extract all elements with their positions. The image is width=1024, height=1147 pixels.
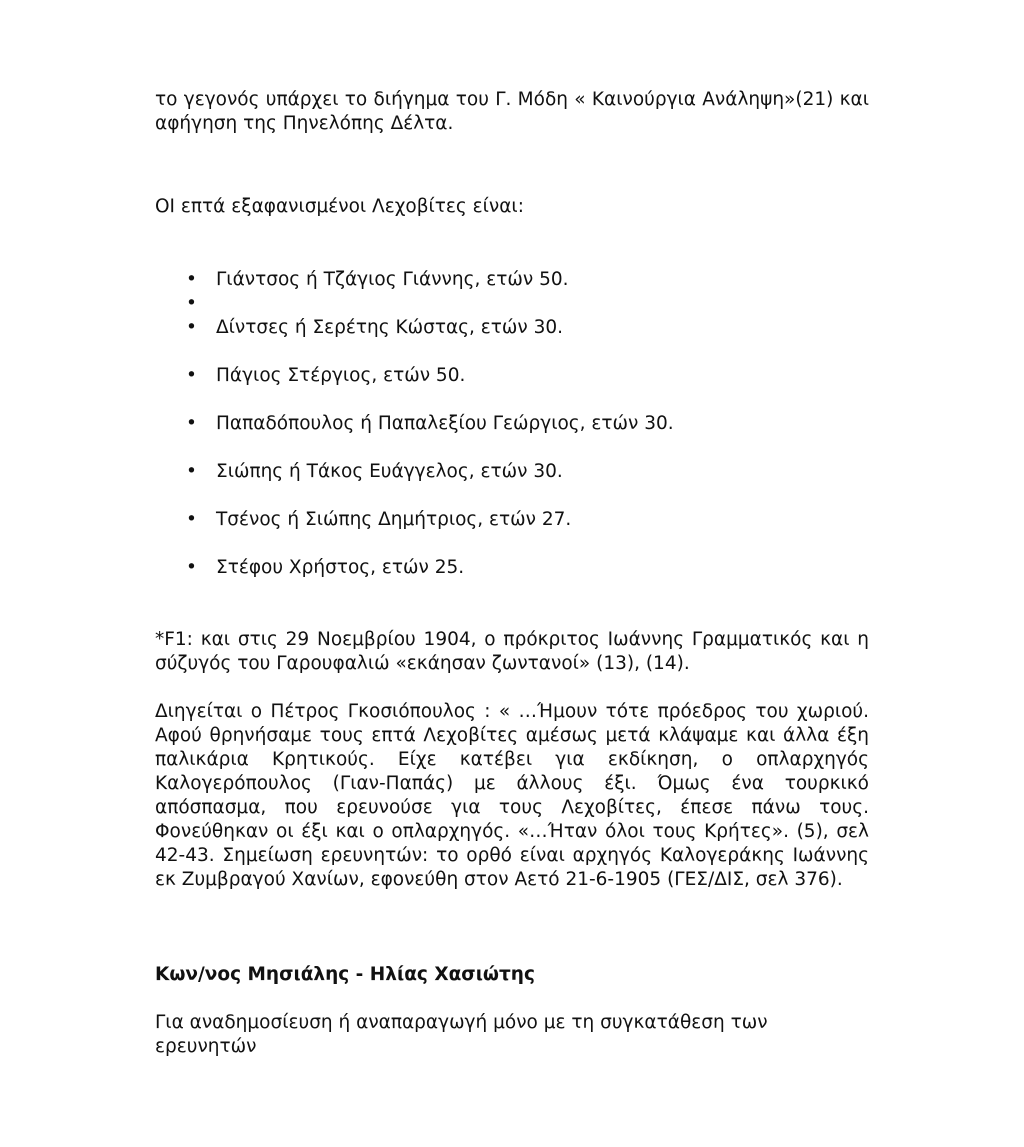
list-item — [155, 412, 869, 436]
narration-paragraph: Διηγείται ο Πέτρος Γκοσιόπουλος : « …Ήμουν τότε πρόεδρος του χωριού. Αφού θρηνήσαμε τους επτά Λεχοβίτες αμέσως μετά κλάψαμε και άλλα έξη παλικάρια Κρητικούς. Είχε κατέβει για εκδίκηση, ο οπλαρχηγός Καλογερόπουλος (Γιαν-Παπάς) με άλλους έξι. Όμως ένα τουρκικό απόσπασμα, που ερευνούσε για τους Λεχοβίτες, έπεσε πάνω τους. Φονεύθηκαν οι έξι και ο οπλαρχηγός. «…Ήταν όλοι τους Κρήτες». (5), σελ 42-43. Σημείωση ερευνητών: το ορθό είναι αρχηγός Καλογεράκης Ιωάννης εκ Ζυμβραγού Χανίων, εφονεύθη στον Αετό 21-6-1905 (ΓΕΣ/ΔΙΣ, σελ 376). — [155, 701, 869, 890]
intro-paragraph: το γεγονός υπάρχει το διήγημα του Γ. Μόδη « Καινούργια Ανάληψη»(21) και αφήγηση της Πηνελόπης Δέλτα. — [155, 89, 869, 134]
list-item — [155, 460, 869, 484]
list-item — [155, 316, 869, 340]
list-item — [155, 364, 869, 388]
list-item-text: Στέφου Χρήστος, ετών 25. — [216, 557, 465, 578]
bullet-icon: • — [186, 413, 197, 434]
list-item — [155, 508, 869, 532]
list-item — [155, 556, 869, 580]
list-item-text: Τσένος ή Σιώπης Δημήτριος, ετών 27. — [216, 509, 572, 530]
authors-signature: Κων/νος Μησιάλης - Ηλίας Χασιώτης — [155, 964, 535, 985]
bullet-icon: • — [186, 365, 197, 386]
bullet-icon: • — [186, 557, 197, 578]
footnote-paragraph: *F1: και στις 29 Νοεμβρίου 1904, ο πρόκριτος Ιωάννης Γραμματικός και η σύζυγός του Γαρουφαλιώ «εκάησαν ζωντανοί» (13), (14). — [155, 629, 869, 674]
bullet-icon: • — [186, 509, 197, 530]
bullet-icon: • — [186, 317, 197, 338]
list-item-text: Δίντσες ή Σερέτης Κώστας, ετών 30. — [216, 317, 564, 338]
bullet-icon: • — [186, 461, 197, 482]
missing-persons-list — [155, 268, 869, 580]
list-item — [155, 268, 869, 292]
list-item — [155, 292, 869, 316]
list-item-text: Γιάντσος ή Τζάγιος Γιάννης, ετών 50. — [216, 269, 569, 290]
bullet-icon: • — [186, 293, 197, 314]
list-item-text: Πάγιος Στέργιος, ετών 50. — [216, 365, 466, 386]
document-page — [155, 88, 869, 1059]
list-item-text: Παπαδόπουλος ή Παπαλεξίου Γεώργιος, ετών 30. — [216, 413, 674, 434]
list-heading: ΟΙ επτά εξαφανισμένοι Λεχοβίτες είναι: — [155, 196, 524, 217]
rights-notice: Για αναδημοσίευση ή αναπαραγωγή μόνο με τη συγκατάθεση των ερευνητών — [155, 1012, 768, 1057]
list-item-text: Σιώπης ή Τάκος Ευάγγελος, ετών 30. — [216, 461, 563, 482]
bullet-icon: • — [186, 269, 197, 290]
